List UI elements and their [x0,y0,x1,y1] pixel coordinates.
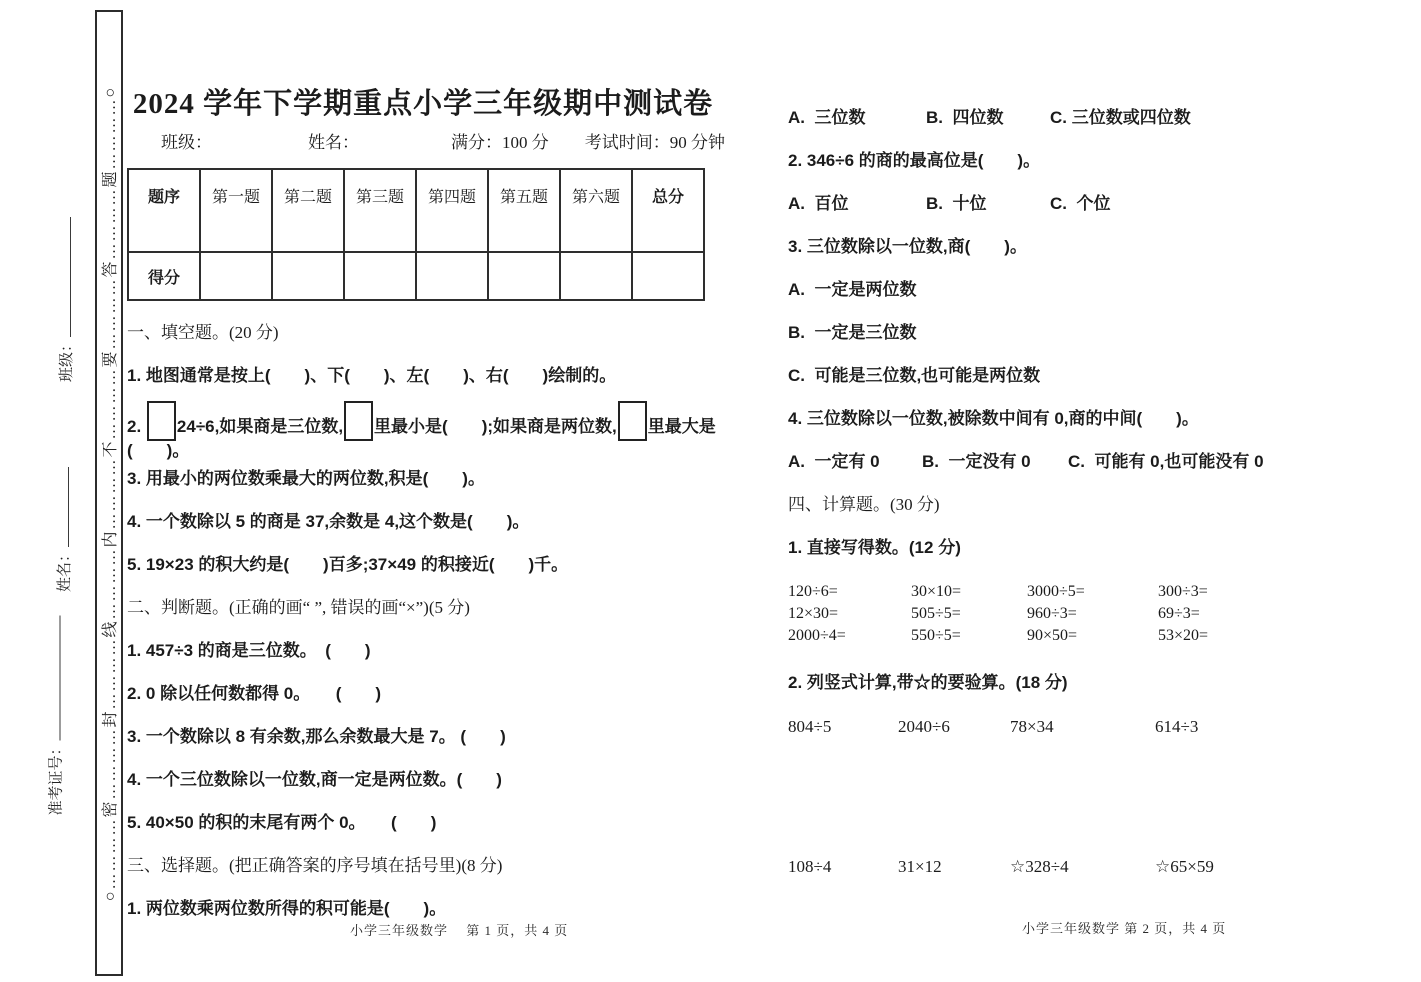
equation: 300÷3= [1158,583,1208,600]
margin-label-class-text: 班级： [59,336,75,382]
oral-calc-row-2 [788,603,1404,625]
info-line [127,132,725,154]
score-table-header-row [128,169,704,252]
score-cell [632,252,704,300]
choice-q4-options [788,452,1404,472]
fill-q2-part: 里最小是( );如果商是两位数, [374,417,617,436]
option-c: C. 个位 [1050,194,1111,213]
option-a: A. 百位 [788,194,849,213]
option-a: A. 三位数 [788,108,866,127]
choice-q2: 2. 346÷6 的商的最高位是( )。 [788,151,1041,170]
exam-time-label: 考试时间：90 分钟 [584,133,725,152]
score-cell [344,252,416,300]
square-box [344,401,373,441]
option-b: B. 十位 [926,194,987,213]
calc-2-header: 2. 列竖式计算,带☆的要验算。(18 分) [788,673,1068,692]
equation: 53×20= [1158,627,1209,644]
section-2-header: 二、判断题。(正确的画“ ”, 错误的画“×”)(5 分) [127,598,470,617]
choice-q1-options [788,108,1404,128]
class-field-label: 班级： [161,133,212,152]
equation: 30×10= [911,583,962,600]
option-a: A. 一定有 0 [788,452,880,471]
score-table-col-1: 第一题 [200,169,272,252]
fill-q2-part: 里最大是( )。 [127,417,716,460]
equation: 108÷4 [788,857,832,876]
oral-calc-row-1 [788,581,1404,603]
judge-q5: 5. 40×50 的积的末尾有两个 0。 ( ) [127,813,437,832]
choice-q3-option-a: A. 一定是两位数 [788,280,917,299]
margin-label-name [55,462,75,592]
option-b: B. 一定没有 0 [922,452,1031,471]
fill-q2-part: 24÷6,如果商是三位数, [176,417,344,436]
score-table-col-4: 第四题 [416,169,488,252]
fill-q5: 5. 19×23 的积大约是( )百多;37×49 的积接近( )千。 [127,555,569,574]
paper-title: 2024 学年下学期重点小学三年级期中测试卷 [132,88,714,120]
choice-q3: 3. 三位数除以一位数,商( )。 [788,237,1027,256]
score-cell [200,252,272,300]
section-4-header: 四、计算题。(30 分) [788,495,940,514]
choice-q3-option-c: C. 可能是三位数,也可能是两位数 [788,366,1041,385]
judge-q2: 2. 0 除以任何数都得 0。 ( ) [127,684,382,703]
square-box [618,401,647,441]
vertical-calc-row-2 [788,856,1404,878]
fill-q2-part: 2. [127,417,146,436]
choice-q2-options [788,194,1404,214]
equation: 960÷3= [1027,605,1077,622]
equation: 2000÷4= [788,627,846,644]
score-table-col-3: 第三题 [344,169,416,252]
option-b: B. 四位数 [926,108,1004,127]
equation: 550÷5= [911,627,961,644]
score-cell [272,252,344,300]
choice-q3-option-b: B. 一定是三位数 [788,323,917,342]
page-2-column [788,108,1404,878]
equation: 12×30= [788,605,839,622]
full-score-label: 满分：100 分 [451,133,549,152]
score-cell [560,252,632,300]
score-table-col-5: 第五题 [488,169,560,252]
oral-calc-row-3 [788,625,1404,647]
score-row-label: 得分 [128,252,200,300]
equation: 69÷3= [1158,605,1200,622]
equation: 505÷5= [911,605,961,622]
score-cell [488,252,560,300]
vertical-calc-row-1 [788,716,1404,738]
page-1-footer: 小学三年级数学 第 1 页，共 4 页 [350,923,569,938]
margin-label-admission-number-text: 准考证号： [48,740,65,816]
seal-line-strip [95,10,123,976]
choice-q4: 4. 三位数除以一位数,被除数中间有 0,商的中间( )。 [788,409,1199,428]
fill-q2 [127,401,719,461]
option-c: C. 可能有 0,也可能没有 0 [1068,452,1264,471]
admission-number-blank-line [47,615,61,740]
section-3-header: 三、选择题。(把正确答案的序号填在括号里)(8 分) [127,856,503,875]
score-table-score-row [128,252,704,300]
choice-q1: 1. 两位数乘两位数所得的积可能是( )。 [127,899,447,918]
score-table-col-2: 第二题 [272,169,344,252]
page-1-column [127,84,725,942]
score-table [127,168,705,301]
fill-q4: 4. 一个数除以 5 的商是 37,余数是 4,这个数是( )。 [127,512,530,531]
equation: 78×34 [1010,717,1054,736]
margin-label-class [57,202,77,382]
square-box [147,401,176,441]
option-c: C. 三位数或四位数 [1050,108,1191,127]
section-1-header: 一、填空题。(20 分) [127,323,279,342]
class-blank-line [57,217,71,337]
margin-label-name-text: 姓名： [57,546,73,592]
score-table-corner: 题序 [128,169,200,252]
equation: 2040÷6 [898,717,950,736]
equation: 804÷5 [788,717,832,736]
score-cell [416,252,488,300]
equation: 90×50= [1027,627,1078,644]
equation: ☆328÷4 [1010,857,1069,876]
judge-q1: 1. 457÷3 的商是三位数。 ( ) [127,641,371,660]
equation: 120÷6= [788,583,838,600]
equation: 614÷3 [1155,717,1199,736]
judge-q4: 4. 一个三位数除以一位数,商一定是两位数。( ) [127,770,502,789]
calc-1-header: 1. 直接写得数。(12 分) [788,538,961,557]
equation: ☆65×59 [1155,857,1214,876]
margin-label-admission-number [47,609,67,816]
name-blank-line [55,467,69,547]
score-table-col-6: 第六题 [560,169,632,252]
fill-q1: 1. 地图通常是按上( )、下( )、左( )、右( )绘制的。 [127,366,617,385]
fill-q3: 3. 用最小的两位数乘最大的两位数,积是( )。 [127,469,485,488]
name-field-label: 姓名： [308,133,359,152]
page-2-footer: 小学三年级数学 第 2 页，共 4 页 [1022,921,1227,936]
judge-q3: 3. 一个数除以 8 有余数,那么余数最大是 7。 ( ) [127,727,506,746]
score-table-total: 总分 [632,169,704,252]
seal-line-text: ○…………密…………封…………线…………内…………不…………要…………答…………题…………○ [102,85,120,901]
equation: 31×12 [898,857,942,876]
equation: 3000÷5= [1027,583,1085,600]
